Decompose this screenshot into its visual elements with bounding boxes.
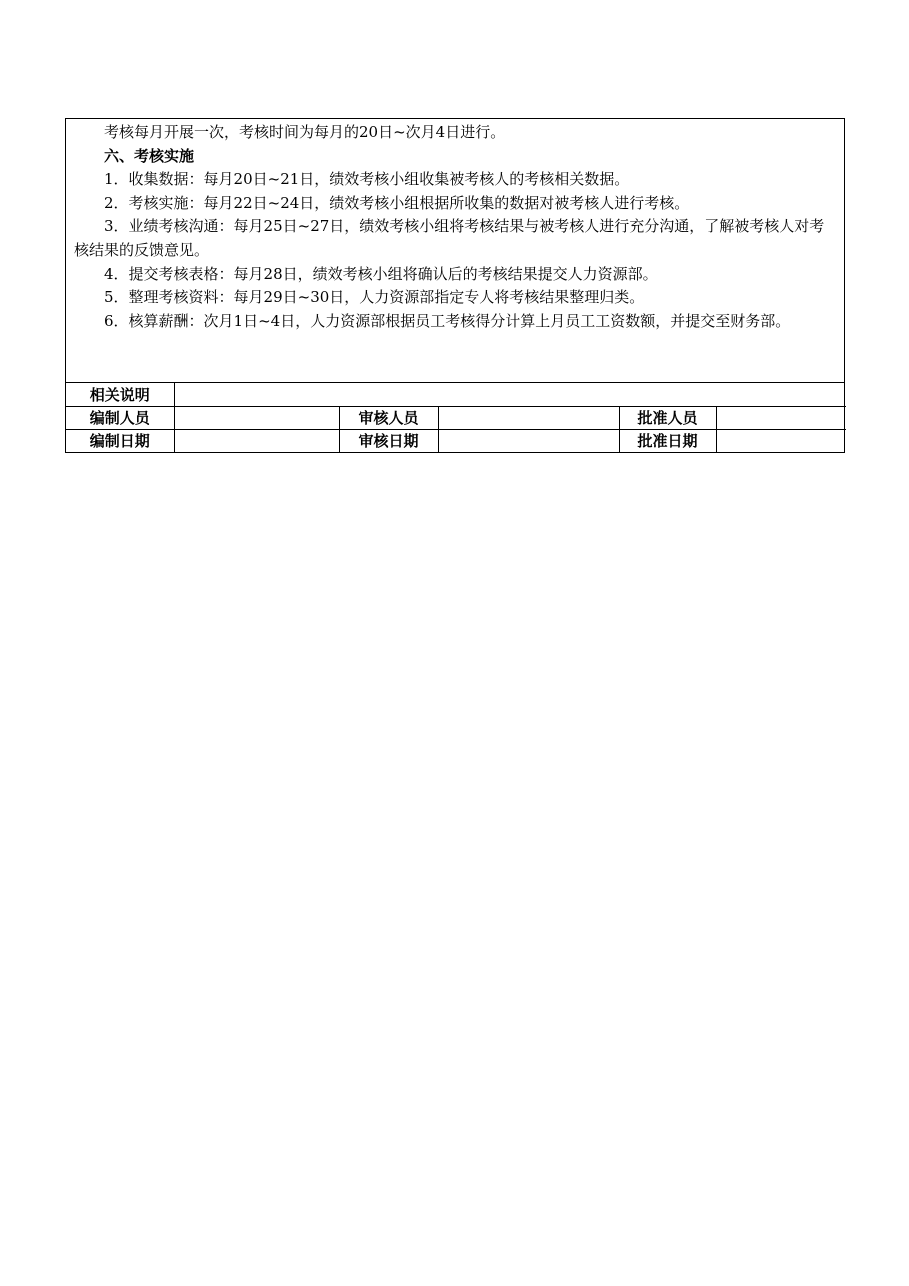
- reviewed-date-label: 审核日期: [339, 429, 438, 452]
- list-item: 3．业绩考核沟通：每月25日~27日，绩效考核小组将考核结果与被考核人进行充分沟通，了解被考核人对考核结果的反馈意见。: [74, 217, 825, 259]
- reviewed-date-value[interactable]: [438, 429, 619, 452]
- prepared-date-value[interactable]: [174, 429, 339, 452]
- approved-by-label: 批准人员: [619, 406, 716, 429]
- list-item: 6．核算薪酬：次月1日~4日，人力资源部根据员工考核得分计算上月员工工资数额，并提交至财务部。: [104, 311, 791, 330]
- approved-by-value[interactable]: [716, 406, 846, 429]
- content-cell: [66, 119, 844, 383]
- notes-value[interactable]: [174, 383, 846, 406]
- document-table: [65, 118, 845, 453]
- list-item: 5．整理考核资料：每月29日~30日，人力资源部指定专人将考核结果整理归类。: [104, 288, 645, 307]
- reviewed-by-label: 审核人员: [339, 406, 438, 429]
- prepared-by-label: 编制人员: [66, 406, 174, 429]
- table-row: [66, 429, 846, 452]
- prepared-date-label: 编制日期: [66, 429, 174, 452]
- table-row: [66, 406, 846, 429]
- approved-date-label: 批准日期: [619, 429, 716, 452]
- reviewed-by-value[interactable]: [438, 406, 619, 429]
- prepared-by-value[interactable]: [174, 406, 339, 429]
- intro-paragraph: 考核每月开展一次，考核时间为每月的20日~次月4日进行。: [104, 123, 506, 141]
- signoff-table: [66, 383, 846, 452]
- table-row: [66, 383, 846, 406]
- list-item: 2．考核实施：每月22日~24日，绩效考核小组根据所收集的数据对被考核人进行考核。: [104, 193, 690, 212]
- approved-date-value[interactable]: [716, 429, 846, 452]
- notes-label: 相关说明: [66, 383, 174, 406]
- section-heading: 六、考核实施: [104, 146, 195, 165]
- list-item: 4．提交考核表格：每月28日，绩效考核小组将确认后的考核结果提交人力资源部。: [104, 264, 658, 283]
- list-item: 1．收集数据：每月20日~21日，绩效考核小组收集被考核人的考核相关数据。: [104, 170, 630, 189]
